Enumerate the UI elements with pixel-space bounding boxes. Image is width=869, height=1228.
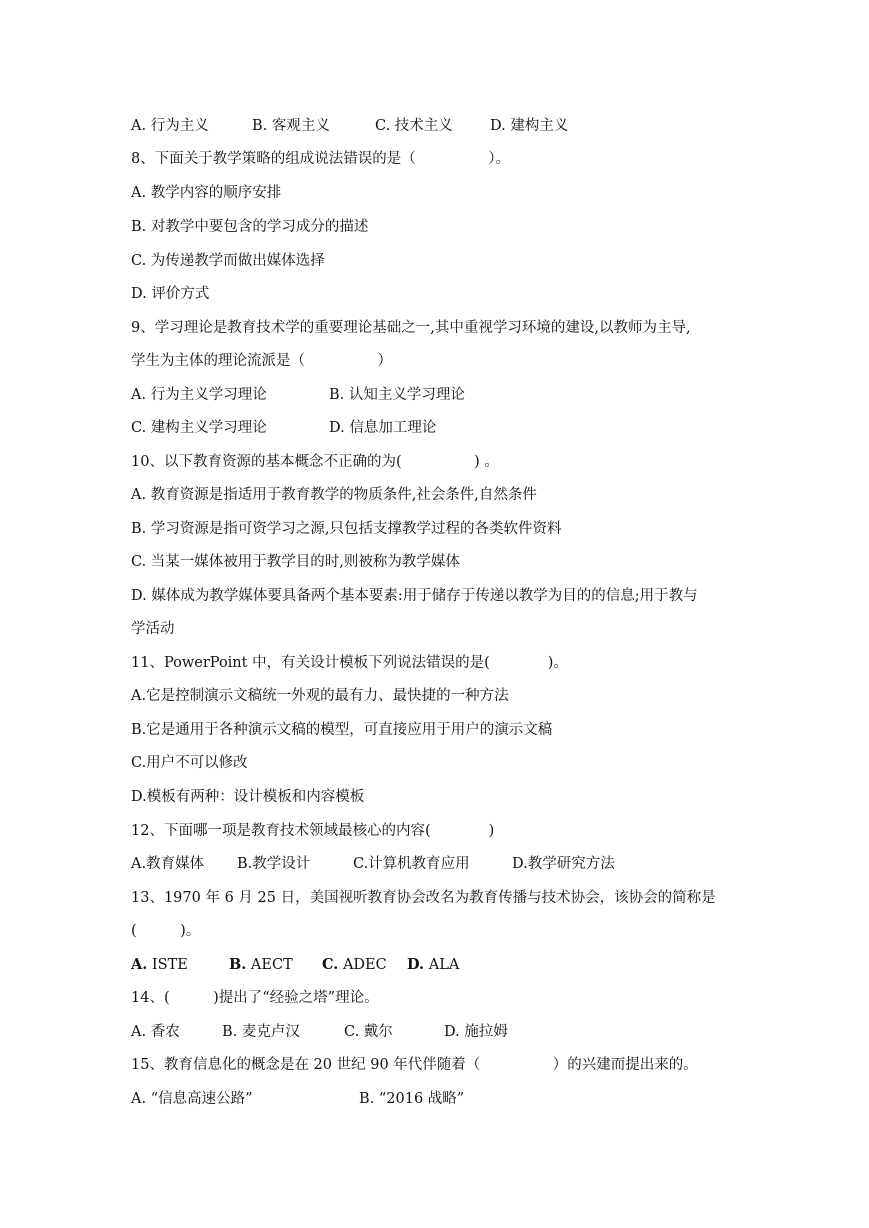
q12-option-a: A.教育媒体 xyxy=(131,856,205,872)
q9-option-a: A. 行为主义学习理论 xyxy=(131,387,267,403)
q15-option-b: B. “2016 战略” xyxy=(359,1091,465,1107)
option-c: C. 技术主义 xyxy=(375,118,453,134)
q14-option-a: A. 香农 xyxy=(131,1024,180,1040)
q11-option-c: C.用户不可以修改 xyxy=(131,755,248,771)
q15-option-a: A. “信息高速公路” xyxy=(131,1091,253,1107)
q10-option-b: B. 学习资源是指可资学习之源,只包括支撑教学过程的各类软件资料 xyxy=(131,521,562,537)
q8-option-b: B. 对教学中要包含的学习成分的描述 xyxy=(131,219,369,235)
question-10: 10、以下教育资源的基本概念不正确的为( ) 。 xyxy=(131,454,499,470)
q11-option-b: B.它是通用于各种演示文稿的模型，可直接应用于用户的演示文稿 xyxy=(131,722,553,738)
q8-option-a: A. 教学内容的顺序安排 xyxy=(131,185,282,201)
q11-option-d: D.模板有两种：设计模板和内容模板 xyxy=(131,789,365,805)
q10-option-c: C. 当某一媒体被用于教学目的时,则被称为教学媒体 xyxy=(131,554,460,570)
q13-option-a-text: ISTE xyxy=(151,957,188,973)
q13-option-d-text: ALA xyxy=(428,957,460,973)
q14-option-d: D. 施拉姆 xyxy=(444,1024,508,1040)
q11-option-a: A.它是控制演示文稿统一外观的最有力、最快捷的一种方法 xyxy=(131,688,509,704)
q12-option-b: B.教学设计 xyxy=(237,856,311,872)
option-b: B. 客观主义 xyxy=(252,118,330,134)
question-9-line-1: 9、学习理论是教育技术学的重要理论基础之一,其中重视学习环境的建设,以教师为主导, xyxy=(131,320,691,336)
q12-option-c: C.计算机教育应用 xyxy=(353,856,470,872)
q13-option-a xyxy=(131,955,188,975)
question-13-line-2: ( )。 xyxy=(131,923,201,939)
question-9-line-2: 学生为主体的理论流派是（ ） xyxy=(131,353,392,369)
question-14: 14、( )提出了“经验之塔”理论。 xyxy=(131,990,379,1006)
question-15: 15、教育信息化的概念是在 20 世纪 90 年代伴随着（ ）的兴建而提出来的。 xyxy=(131,1057,698,1073)
q10-option-d-line-2: 学活动 xyxy=(131,621,175,637)
q13-option-d-key: D. xyxy=(407,956,425,973)
q14-option-b: B. 麦克卢汉 xyxy=(222,1024,300,1040)
q13-option-b-text: AECT xyxy=(250,957,293,973)
q9-option-b: B. 认知主义学习理论 xyxy=(329,387,465,403)
option-d: D. 建构主义 xyxy=(490,118,569,134)
q13-option-a-key: A. xyxy=(131,956,148,973)
q8-option-c: C. 为传递教学而做出媒体选择 xyxy=(131,253,325,269)
q13-option-b xyxy=(229,955,293,975)
q9-option-d: D. 信息加工理论 xyxy=(329,420,437,436)
q10-option-a: A. 教育资源是指适用于教育教学的物质条件,社会条件,自然条件 xyxy=(131,487,537,503)
q13-option-c xyxy=(322,955,387,975)
q10-option-d-line-1: D. 媒体成为教学媒体要具备两个基本要素:用于储存于传递以教学为目的的信息;用于教与 xyxy=(131,588,698,604)
option-a: A. 行为主义 xyxy=(131,118,209,134)
question-12: 12、下面哪一项是教育技术领域最核心的内容( ) xyxy=(131,823,495,839)
question-8: 8、下面关于教学策略的组成说法错误的是（ ）。 xyxy=(131,151,510,167)
question-11: 11、PowerPoint 中，有关设计模板下列说法错误的是( )。 xyxy=(131,655,568,671)
q8-option-d: D. 评价方式 xyxy=(131,286,210,302)
q13-option-c-key: C. xyxy=(322,956,339,973)
q13-option-b-key: B. xyxy=(229,956,247,973)
q12-option-d: D.教学研究方法 xyxy=(512,856,615,872)
q14-option-c: C. 戴尔 xyxy=(344,1024,393,1040)
q13-option-c-text: ADEC xyxy=(342,957,387,973)
q13-option-d xyxy=(407,955,459,975)
q9-option-c: C. 建构主义学习理论 xyxy=(131,420,267,436)
question-13-line-1: 13、1970 年 6 月 25 日，美国视听教育协会改名为教育传播与技术协会，该协会的简称是 xyxy=(131,890,716,906)
